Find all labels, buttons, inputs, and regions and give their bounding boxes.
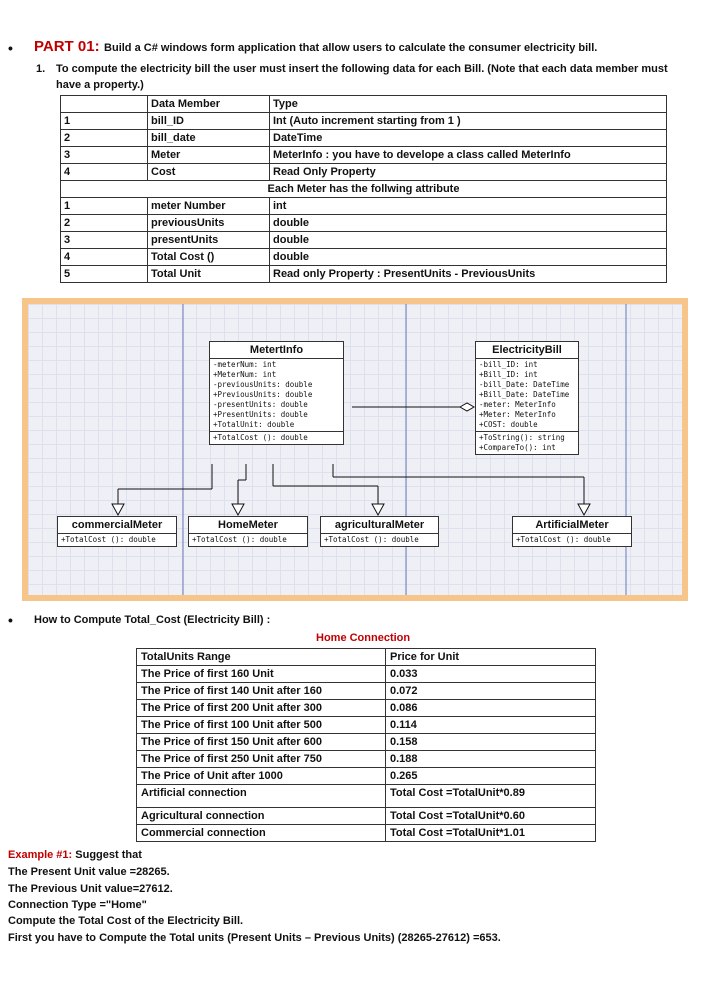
aggregation-diamond: [460, 403, 474, 411]
table-row: 2 bill_date DateTime: [61, 130, 667, 147]
artificialmeter-title: ArtificialMeter: [513, 517, 631, 534]
example-label: Example #1:: [8, 849, 73, 861]
table-row: 4 Cost Read Only Property: [61, 164, 667, 181]
agriculturalmeter-class: [320, 516, 439, 547]
inheritance-arrow: [112, 504, 124, 515]
diagram-connectors: [28, 304, 682, 595]
commercialmeter-title: commercialMeter: [58, 517, 176, 534]
header-data-member: Data Member: [148, 96, 270, 113]
example-label-rest: Suggest that: [72, 849, 142, 861]
table-header-row: [61, 96, 667, 113]
header-range: TotalUnits Range: [137, 649, 386, 666]
bullet-dot: •: [8, 612, 13, 628]
electricitybill-methods: +ToString(): string +CompareTo(): int: [476, 431, 578, 454]
commercialmeter-class: [57, 516, 177, 547]
homemeter-class: [188, 516, 308, 547]
example-line: Compute the Total Cost of the Electricity Bill.: [8, 915, 244, 927]
artificialmeter-class: [512, 516, 632, 547]
example-line: First you have to Compute the Total units (Present Units – Previous Units) (28265-27612) =653.: [8, 932, 501, 944]
electricitybill-class: [475, 341, 579, 455]
table-row: 1 bill_ID Int (Auto increment starting from 1 ): [61, 113, 667, 130]
data-member-table: [60, 95, 667, 283]
table-row: The Price of first 100 Unit after 500 0.114: [137, 717, 596, 734]
commercialmeter-method: +TotalCost (): double: [61, 535, 156, 544]
table-row: The Price of Unit after 1000 0.265: [137, 768, 596, 785]
table-row: 3 Meter MeterInfo : you have to develope a class called MeterInfo: [61, 147, 667, 164]
table-row: 3 presentUnits double: [61, 232, 667, 249]
home-connection-title: Home Connection: [316, 632, 411, 644]
bullet-dot: •: [8, 40, 13, 56]
intro-number: 1.: [36, 63, 46, 75]
meterinfo-fields: -meterNum: int +MeterNum: int -previousUnits: double +PreviousUnits: double -presentUnits: double +PresentUnits: double +TotalUnit: double: [213, 360, 313, 429]
table-header-row: [137, 649, 596, 666]
part-text: Build a C# windows form application that allow users to calculate the consumer electricity bill.: [104, 42, 598, 54]
part-heading: [34, 38, 597, 56]
inheritance-arrow: [232, 504, 244, 515]
electricitybill-title: ElectricityBill: [476, 342, 578, 359]
meterinfo-title: MetertInfo: [210, 342, 343, 359]
inheritance-arrow: [578, 504, 590, 515]
electricitybill-fields: -bill_ID: int +Bill_ID: int -bill_Date: DateTime +Bill_Date: DateTime -meter: MeterInfo +Meter: MeterInfo +COST: double: [479, 360, 570, 429]
table-row: The Price of first 150 Unit after 600 0.158: [137, 734, 596, 751]
agriculturalmeter-title: agriculturalMeter: [321, 517, 438, 534]
intro-line2: have a property.): [56, 79, 144, 91]
meterinfo-methods: +TotalCost (): double: [210, 431, 343, 444]
table-row: The Price of first 140 Unit after 160 0.072: [137, 683, 596, 700]
table-row: 2 previousUnits double: [61, 215, 667, 232]
table-row: 1 meter Number int: [61, 198, 667, 215]
intro-line1: To compute the electricity bill the user must insert the following data for each Bill. (Note that each data member must: [56, 63, 668, 75]
table-row: The Price of first 250 Unit after 750 0.188: [137, 751, 596, 768]
table-row: Commercial connection Total Cost =TotalUnit*1.01: [137, 825, 596, 842]
pricing-table: [136, 648, 596, 842]
meter-section-title: Each Meter has the follwing attribute: [61, 181, 667, 198]
table-row: 5 Total Unit Read only Property : PresentUnits - PreviousUnits: [61, 266, 667, 283]
table-row: Agricultural connection Total Cost =TotalUnit*0.60: [137, 808, 596, 825]
header-price: Price for Unit: [386, 649, 596, 666]
table-row: The Price of first 160 Unit 0.033: [137, 666, 596, 683]
homemeter-method: +TotalCost (): double: [192, 535, 287, 544]
table-row: Artificial connection Total Cost =TotalUnit*0.89: [137, 785, 596, 808]
part-title: PART 01:: [34, 38, 100, 55]
example-line: The Previous Unit value=27612.: [8, 883, 173, 895]
agriculturalmeter-method: +TotalCost (): double: [324, 535, 419, 544]
compute-heading: How to Compute Total_Cost (Electricity Bill) :: [34, 614, 271, 626]
inheritance-arrow: [372, 504, 384, 515]
example-line: The Present Unit value =28265.: [8, 866, 170, 878]
section-title-row: [61, 181, 667, 198]
example-heading: [8, 849, 142, 861]
meterinfo-class: [209, 341, 344, 445]
table-row: 4 Total Cost () double: [61, 249, 667, 266]
header-type: Type: [270, 96, 667, 113]
artificialmeter-method: +TotalCost (): double: [516, 535, 611, 544]
homemeter-title: HomeMeter: [189, 517, 307, 534]
uml-class-diagram: [22, 298, 688, 601]
example-line: Connection Type ="Home": [8, 899, 147, 911]
table-row: The Price of first 200 Unit after 300 0.086: [137, 700, 596, 717]
